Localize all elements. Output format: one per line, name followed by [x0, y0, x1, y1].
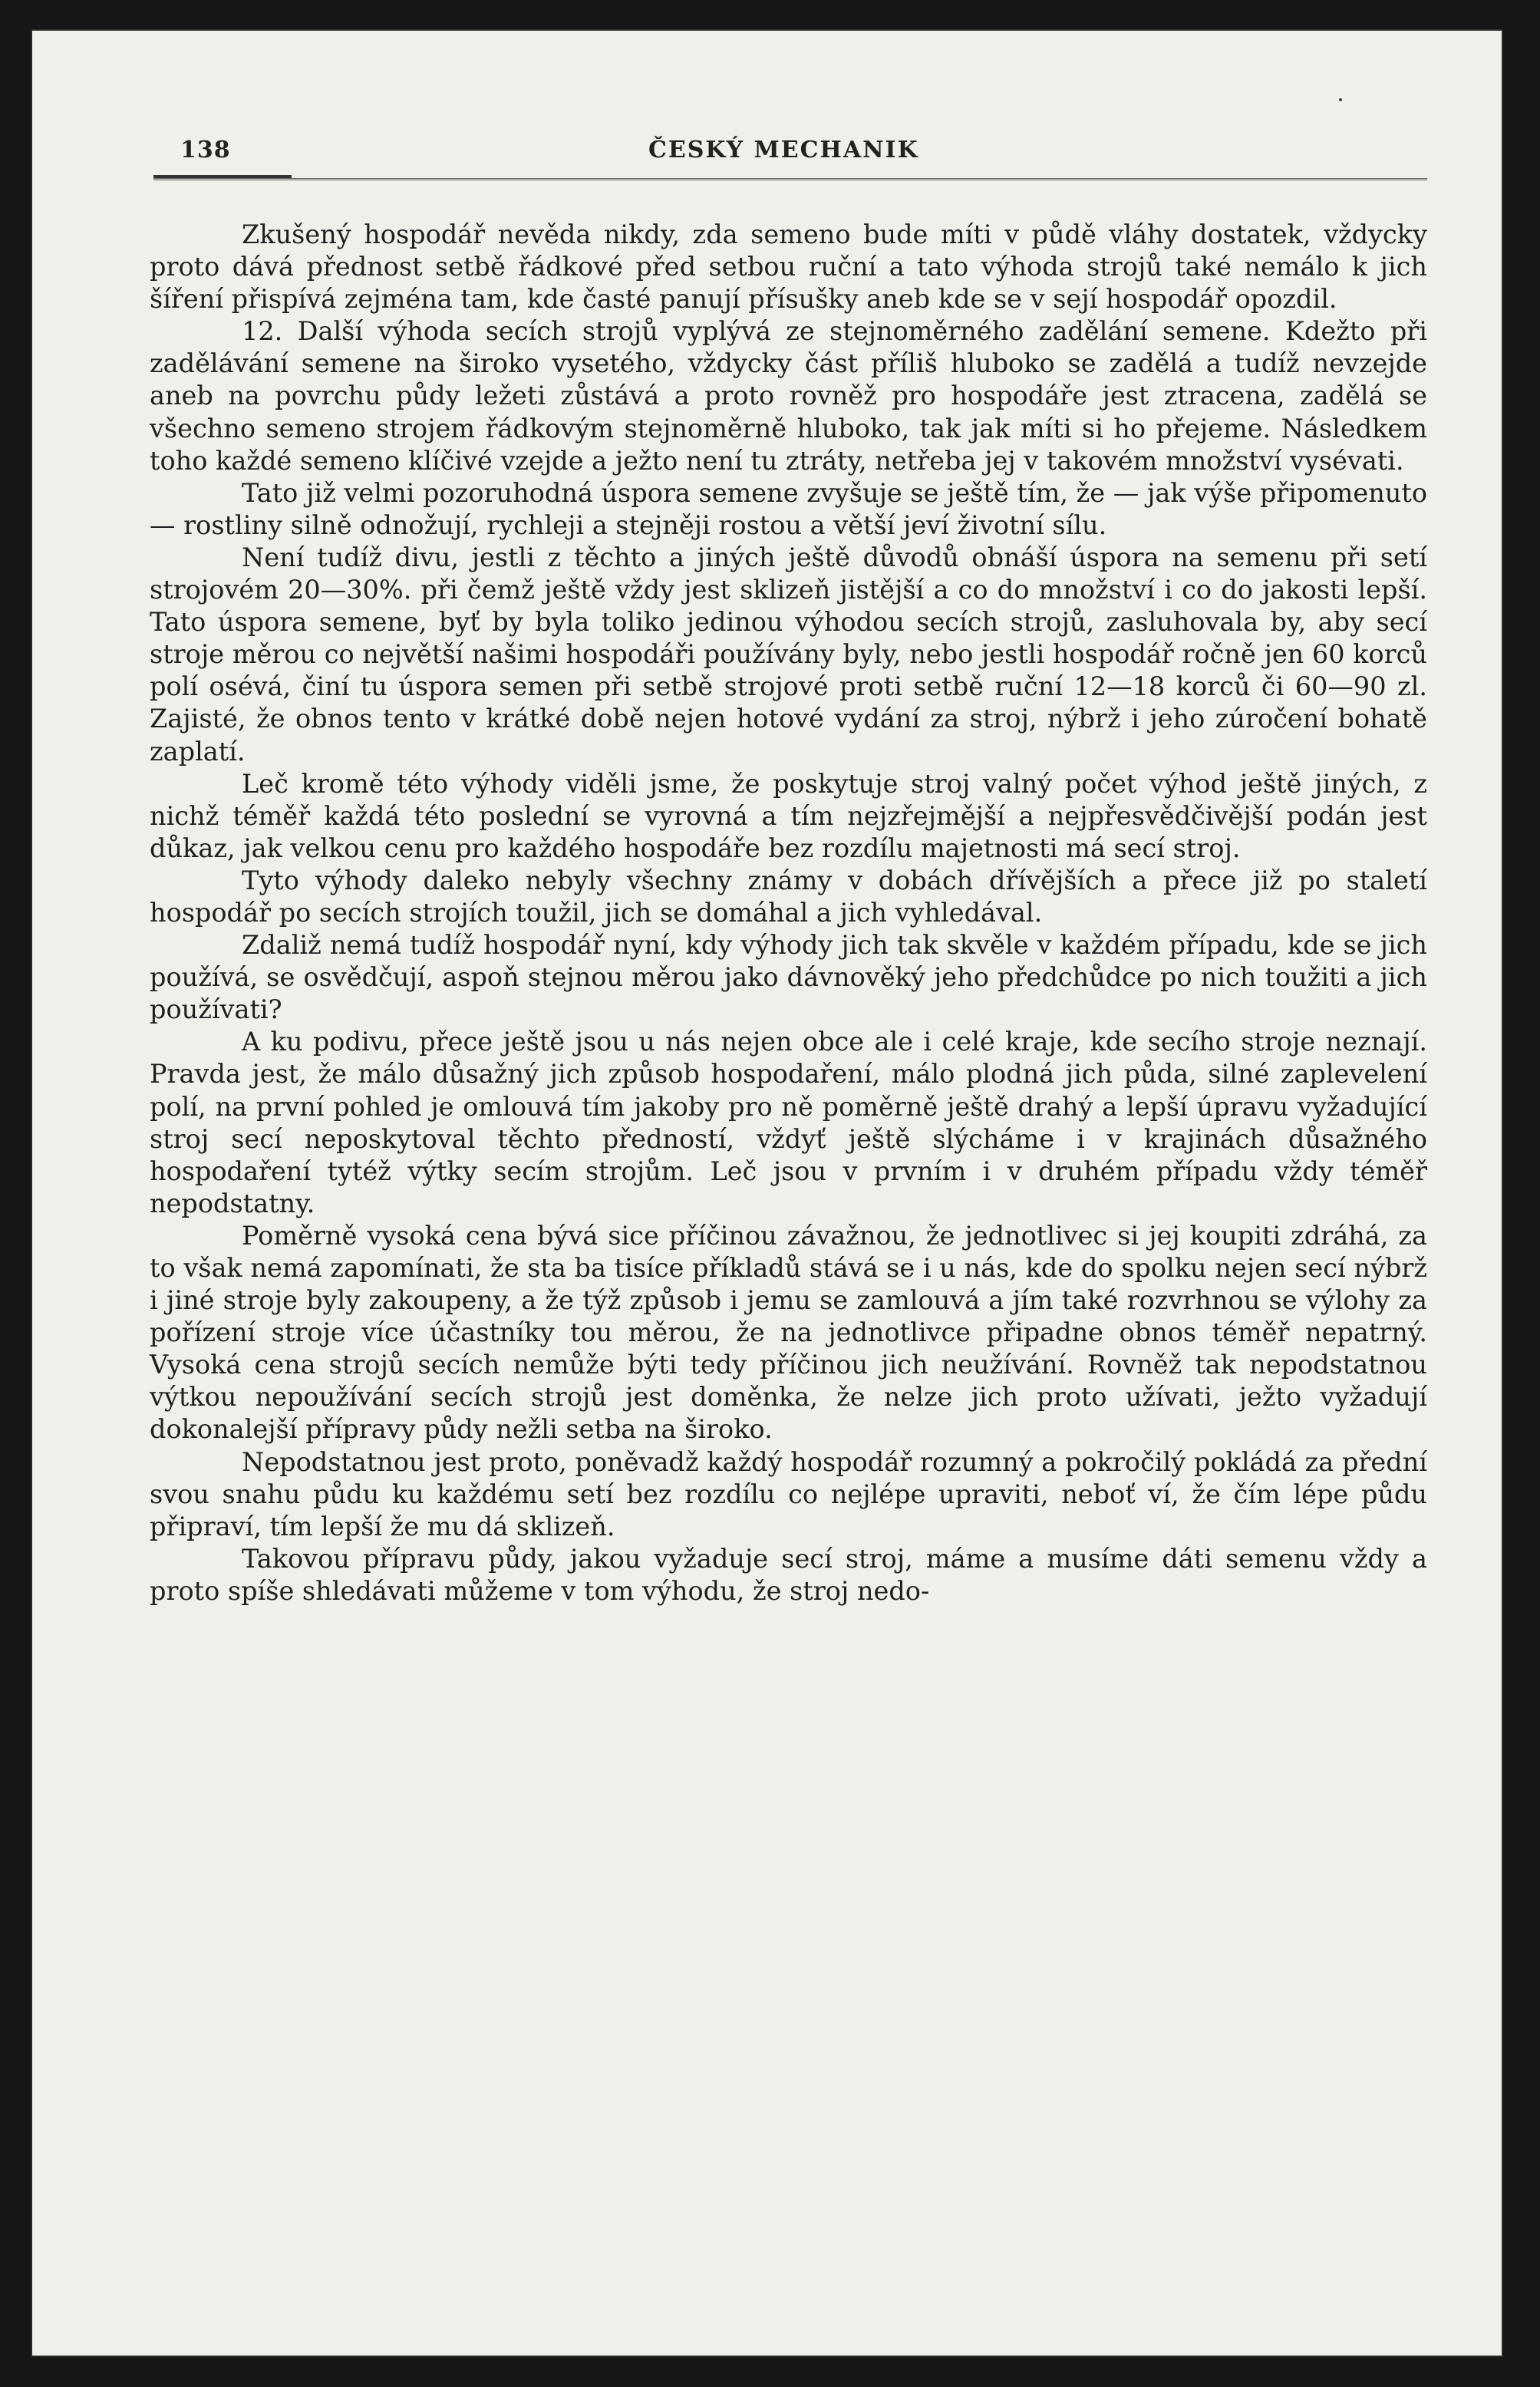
- paragraph-4: Není tudíž divu, jestli z těchto a jiných ještě důvodů obnáší úspora na semenu při setí strojovém 20—30%. při čemž ještě vždy jest sklizeň jistější a co do množství i co do jakosti lepší. Tato úspora semene, byť by byla toliko jedinou výhodou secích strojů, zasluhovala by, aby secí stroje měrou co největší našimi hospodáři používány byly, nebo jestli hospodář ročně jen 60 korců polí osévá, činí tu úspora semen při setbě strojové proti setbě ruční 12—18 korců či 60—90 zl. Zajisté, že obnos tento v krátké době nejen hotové vydání za stroj, nýbrž i jeho zúročení bohatě zaplatí.: [150, 542, 1427, 767]
- paragraph-6: Tyto výhody daleko nebyly všechny známy v dobách dřívějších a přece již po staletí hospodář po secích strojích toužil, jich se domáhal a jich vyhledával.: [150, 865, 1427, 928]
- paragraph-1: Zkušený hospodář nevěda nikdy, zda semeno bude míti v půdě vláhy dostatek, vždycky proto dává přednost setbě řádkové před setbou ruční a tato výhoda strojů také nemálo k jich šíření přispívá zejména tam, kde časté panují přísušky aneb kde se v sejí hospodář opozdil.: [150, 219, 1427, 315]
- paragraph-10: Nepodstatnou jest proto, poněvadž každý hospodář rozumný a pokročilý pokládá za přední svou snahu půdu ku každému setí bez rozdílu co nejlépe upraviti, neboť ví, že čím lépe půdu připraví, tím lepší že mu dá sklizeň.: [150, 1446, 1427, 1541]
- paragraph-7: Zdaliž nemá tudíž hospodář nyní, kdy výhody jich tak skvěle v každém případu, kde se jich používá, se osvědčují, aspoň stejnou měrou jako dávnověký jeho předchůdce po nich toužiti a jich používati?: [150, 930, 1427, 1025]
- paragraph-5: Leč kromě této výhody viděli jsme, že poskytuje stroj valný počet výhod ještě jiných, z nichž téměř každá této poslední se vyrovná a tím nejzřejmější a nejpřesvědčivější podán jest důkaz, jak velkou cenu pro každého hospodáře bez rozdílu majetnosti má secí stroj.: [150, 768, 1427, 863]
- paragraph-9: Poměrně vysoká cena bývá sice příčinou závažnou, že jednotlivec si jej koupiti zdráhá, za to však nemá zapomínati, že sta ba tisíce příkladů stává se i u nás, kde do spolku nejen secí nýbrž i jiné stroje byly zakoupeny, a že týž způsob i jemu se zamlouvá a jím také rozvrhnou se výlohy za pořízení stroje více účastníky tou měrou, že na jednotlivce připadne obnos téměř nepatrný. Vysoká cena strojů secích nemůže býti tedy příčinou jich neužívání. Rovněž tak nepodstatnou výtkou nepoužívání secích strojů jest doměnka, že nelze jich proto užívati, ježto vyžadují dokonalejší přípravy půdy nežli setba na široko.: [150, 1220, 1427, 1445]
- header-rule: [153, 178, 1427, 180]
- paragraph-2: 12. Další výhoda secích strojů vyplývá ze stejnoměrného zadělání semene. Kdežto při zadělávání semene na široko vysetého, vždycky část příliš hluboko se zadělá a tudíž nevzejde aneb na povrchu půdy ležeti zůstává a proto rovněž pro hospodáře jest ztracena, zadělá se všechno semeno strojem řádkovým stejnoměrně hluboko, tak jak míti si ho přejeme. Následkem toho každé semeno klíčivé vzejde a ježto není tu ztráty, netřeba jej v takovém množství vysévati.: [150, 316, 1427, 476]
- page-header: [150, 137, 1423, 175]
- paragraph-11: Takovou přípravu půdy, jakou vyžaduje secí stroj, máme a musíme dáti semenu vždy a proto spíše shledávati můžeme v tom výhodu, že stroj nedo-: [150, 1543, 1427, 1606]
- paper-speck: [1339, 98, 1342, 101]
- paragraph-3: Tato již velmi pozoruhodná úspora semene zvyšuje se ještě tím, že — jak výše připomenuto — rostliny silně odnožují, rychleji a stejněji rostou a větší jeví životní sílu.: [150, 477, 1427, 540]
- paragraph-8: A ku podivu, přece ještě jsou u nás nejen obce ale i celé kraje, kde secího stroje neznají. Pravda jest, že málo důsažný jich způsob hospodaření, málo plodná jich půda, silné zaplevelení polí, na první pohled je omlouvá tím jakoby pro ně poměrně ještě drahý a lepší úpravu vyžadující stroj secí neposkytoval těchto předností, vždyť ještě slýcháme i v krajinách důsažného hospodaření tytéž výtky secím strojům. Leč jsou v prvním i v druhém případu vždy téměř nepodstatny.: [150, 1027, 1427, 1218]
- body-text: [150, 219, 1427, 1607]
- running-title: ČESKÝ MECHANIK: [648, 137, 919, 163]
- page-number: 138: [180, 137, 231, 163]
